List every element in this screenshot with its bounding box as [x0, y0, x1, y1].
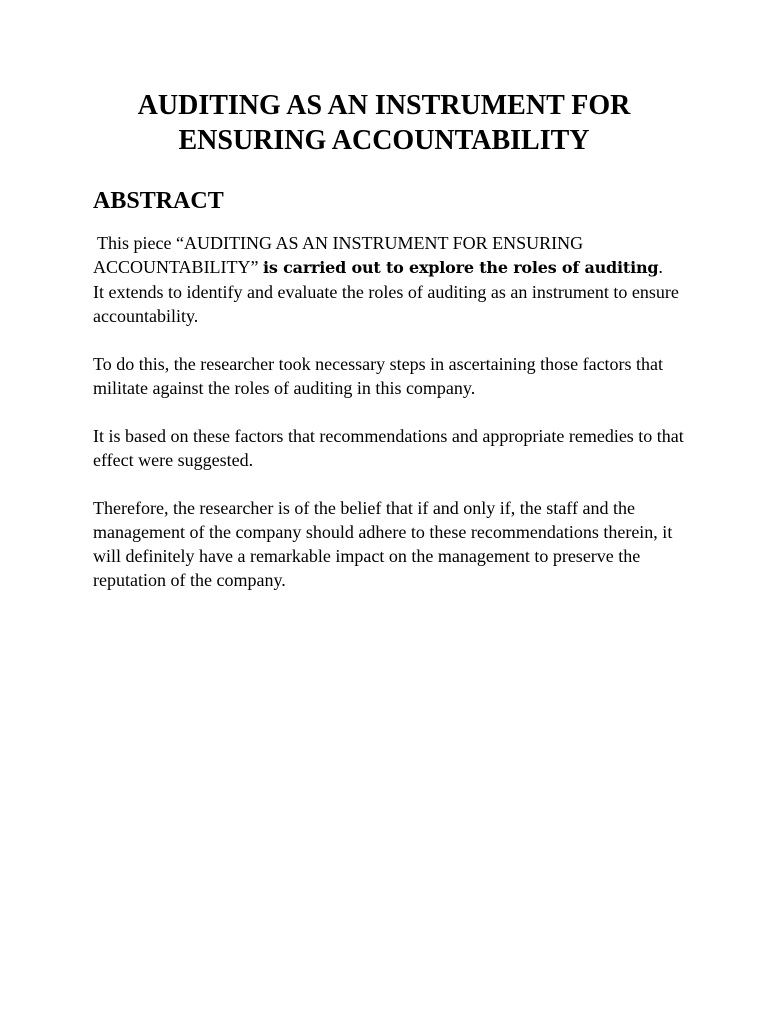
abstract-paragraph-2: To do this, the researcher took necessary steps in ascertaining those factors that militate against the roles of auditing in this company. [93, 354, 664, 398]
paragraph-1-part-b: is carried out to explore the roles of auditing [263, 258, 659, 277]
title-line-1: AUDITING AS AN INSTRUMENT FOR [137, 90, 631, 121]
abstract-body [93, 231, 693, 616]
abstract-heading: ABSTRACT [93, 188, 224, 214]
paragraph-1-part-c: . [658, 257, 663, 277]
abstract-paragraph-1 [93, 231, 693, 328]
title-line-2: ENSURING ACCOUNTABILITY [178, 125, 590, 156]
abstract-paragraph-4: Therefore, the researcher is of the belief that if and only if, the staff and the management of the company should adhere to these recommendations therein, it will definitely have a remarkable impact on the management to preserve the reputation of the company. [93, 498, 673, 590]
paragraph-1-part-d: It extends to identify and evaluate the roles of auditing as an instrument to ensure accountability. [93, 282, 679, 326]
abstract-paragraph-3: It is based on these factors that recommendations and appropriate remedies to that effect were suggested. [93, 426, 684, 470]
paragraph-1-part-a: This piece “AUDITING AS AN INSTRUMENT FOR ENSURING ACCOUNTABILITY” [93, 233, 584, 277]
document-title [60, 88, 708, 158]
